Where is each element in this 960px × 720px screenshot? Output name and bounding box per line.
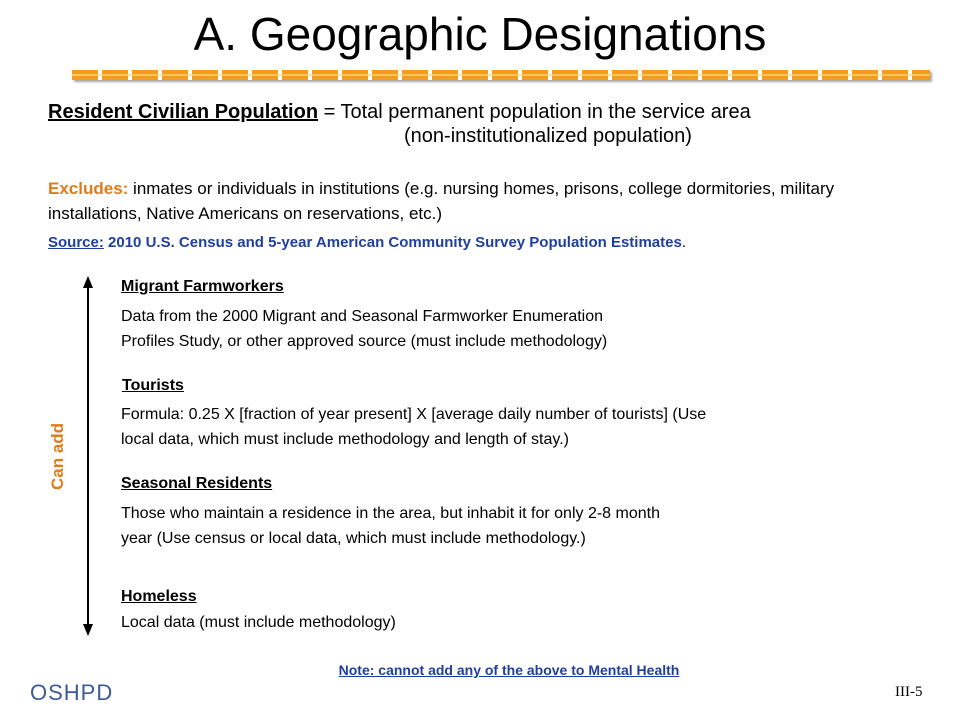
definition-subtext: (non-institutionalized population) (404, 125, 692, 147)
section-line: Local data (must include methodology) (121, 614, 396, 631)
definition-text: = Total permanent population in the service area (318, 101, 751, 123)
source-period: . (681, 234, 686, 251)
section-line: year (Use census or local data, which must include methodology.) (121, 530, 586, 547)
source-label: Source: (48, 234, 104, 251)
section-heading-migrant: Migrant Farmworkers (121, 278, 284, 295)
excludes-text: inmates or individuals in institutions (e.g. nursing homes, prisons, college dormitories, military installations, Native Americans on reservations, etc.) (48, 179, 835, 223)
slide-title: A. Geographic Designations (193, 8, 767, 60)
source-text: 2010 U.S. Census and 5-year American Community Survey Population Estimates (103, 234, 682, 251)
section-body-seasonal (121, 501, 660, 551)
section-body-migrant (121, 304, 607, 354)
section-heading-seasonal: Seasonal Residents (121, 475, 273, 492)
section-line: Data from the 2000 Migrant and Seasonal Farmworker Enumeration (121, 308, 604, 325)
section-heading-homeless: Homeless (121, 588, 197, 605)
section-body-homeless (121, 610, 396, 635)
note-link[interactable]: Note: cannot add any of the above to Mental Health (338, 662, 680, 678)
section-line: Those who maintain a residence in the area, but inhabit it for only 2-8 month (121, 505, 660, 522)
can-add-label: Can add (48, 422, 67, 490)
title-divider (72, 70, 930, 80)
page-number: III-5 (895, 684, 923, 700)
section-body-tourists (121, 402, 706, 452)
section-line: local data, which must include methodology and length of stay.) (121, 431, 569, 448)
definition-line (48, 100, 751, 124)
section-line: Formula: 0.25 X [fraction of year present] X [average daily number of tourists] (Use (121, 406, 707, 423)
excludes-label: Excludes: (48, 179, 129, 198)
double-arrow-icon (78, 276, 98, 636)
source-line (48, 234, 686, 251)
section-line: Profiles Study, or other approved source (must include methodology) (121, 333, 608, 350)
oshpd-logo: OSHPD (30, 680, 114, 705)
definition-term: Resident Civilian Population (48, 101, 319, 123)
section-heading-tourists: Tourists (122, 377, 184, 394)
excludes-block (48, 176, 908, 226)
